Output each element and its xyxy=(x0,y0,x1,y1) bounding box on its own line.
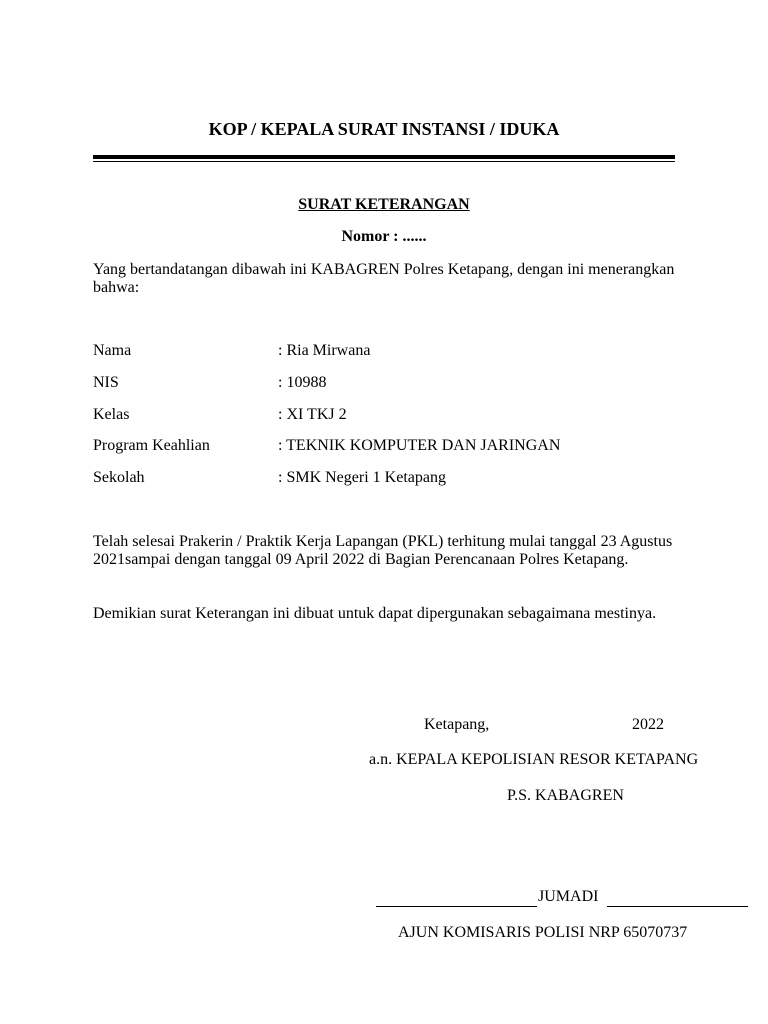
signature-on-behalf: a.n. KEPALA KEPOLISIAN RESOR KETAPANG xyxy=(369,751,699,768)
letterhead-rule-thick xyxy=(93,155,675,159)
field-label-nis: NIS xyxy=(93,374,119,391)
field-value-kelas: : XI TKJ 2 xyxy=(278,406,347,423)
signature-year: 2022 xyxy=(632,716,664,733)
signatory-name: JUMADI xyxy=(538,888,599,905)
closing-paragraph: Demikian surat Keterangan ini dibuat untuk dapat dipergunakan sebagaimana mestinya. xyxy=(93,605,657,622)
field-value-nis: : 10988 xyxy=(278,374,327,391)
field-value-nama: : Ria Mirwana xyxy=(278,342,371,359)
intro-paragraph: Yang bertandatangan dibawah ini KABAGREN Polres Ketapang, dengan ini menerangkan bahwa: xyxy=(93,261,675,296)
field-label-nama: Nama xyxy=(93,342,132,359)
signature-position: P.S. KABAGREN xyxy=(507,787,624,804)
field-value-sekolah: : SMK Negeri 1 Ketapang xyxy=(278,469,446,486)
letterhead: KOP / KEPALA SURAT INSTANSI / IDUKA xyxy=(208,119,560,139)
document-number: Nomor : ...... xyxy=(341,228,427,245)
field-value-program: : TEKNIK KOMPUTER DAN JARINGAN xyxy=(278,437,561,454)
body-paragraph: Telah selesai Prakerin / Praktik Kerja Lapangan (PKL) terhitung mulai tanggal 23 Agustus 2021sampai dengan tanggal 09 April 2022 di Bagian Perencanaan Polres Ketapang. xyxy=(93,533,673,568)
field-label-kelas: Kelas xyxy=(93,406,130,423)
letterhead-rule-thin xyxy=(93,161,675,162)
signatory-rank: AJUN KOMISARIS POLISI NRP 65070737 xyxy=(398,924,688,941)
document-title: SURAT KETERANGAN xyxy=(298,196,470,213)
field-label-sekolah: Sekolah xyxy=(93,469,145,486)
signature-place: Ketapang, xyxy=(424,716,490,733)
signature-line-left xyxy=(376,906,537,907)
signature-line-right xyxy=(607,906,748,907)
field-label-program: Program Keahlian xyxy=(93,437,210,454)
